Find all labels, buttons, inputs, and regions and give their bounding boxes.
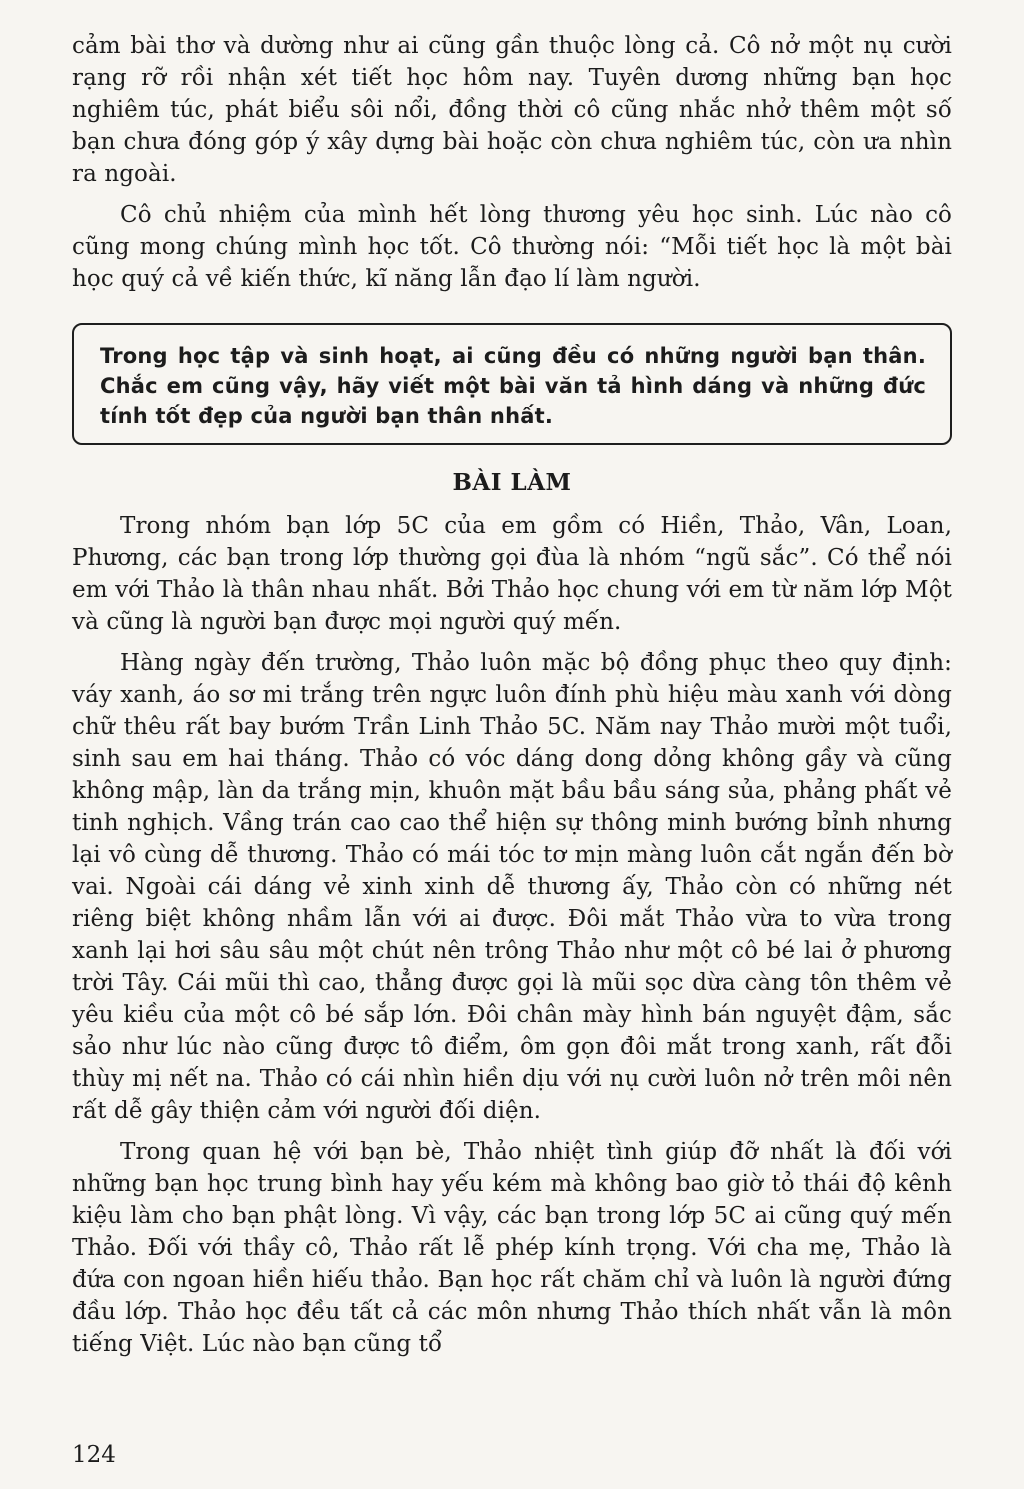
paragraph-teacher: Cô chủ nhiệm của mình hết lòng thương yêu học sinh. Lúc nào cô cũng mong chúng mình học tốt. Cô thường nói: “Mỗi tiết học là một bài học quý cả về kiến thức, kĩ năng lẫn đạo lí làm người. bbox=[72, 202, 952, 292]
page-number: 124 bbox=[72, 1442, 116, 1468]
assignment-box: Trong học tập và sinh hoạt, ai cũng đều có những người bạn thân. Chắc em cũng vậy, hãy viết một bài văn tả hình dáng và những đức tính tốt đẹp của người bạn thân nhất. bbox=[72, 323, 952, 445]
essay-paragraph-appearance: Hàng ngày đến trường, Thảo luôn mặc bộ đồng phục theo quy định: váy xanh, áo sơ mi trắng trên ngực luôn đính phù hiệu màu xanh với dòng chữ thêu rất bay bướm Trần Linh Thảo 5C. Năm nay Thảo mười một tuổi, sinh sau em hai tháng. Thảo có vóc dáng dong dỏng không gầy và cũng không mập, làn da trắng mịn, khuôn mặt bầu bầu sáng sủa, phảng phất vẻ tinh nghịch. Vầng trán cao cao thể hiện sự thông minh bướng bỉnh nhưng lại vô cùng dễ thương. Thảo có mái tóc tơ mịn màng luôn cắt ngắn đến bờ vai. Ngoài cái dáng vẻ xinh xinh dễ thương ấy, Thảo còn có những nét riêng biệt không nhầm lẫn với ai được. Đôi mắt Thảo vừa to vừa trong xanh lại hơi sâu sâu một chút nên trông Thảo như một cô bé lai ở phương trời Tây. Cái mũi thì cao, thẳng được gọi là mũi sọc dừa càng tôn thêm vẻ yêu kiều của một cô bé sắp lớn. Đôi chân mày hình bán nguyệt đậm, sắc sảo như lúc nào cũng được tô điểm, ôm gọn đôi mắt trong xanh, rất đỗi thùy mị nết na. Thảo có cái nhìn hiền dịu với nụ cười luôn nở trên môi nên rất dễ gây thiện cảm với người đối diện. bbox=[72, 650, 952, 1124]
page-content bbox=[72, 30, 952, 1369]
essay-paragraph-intro: Trong nhóm bạn lớp 5C của em gồm có Hiền, Thảo, Vân, Loan, Phương, các bạn trong lớp thường gọi đùa là nhóm “ngũ sắc”. Có thể nói em với Thảo là thân nhau nhất. Bởi Thảo học chung với em từ năm lớp Một và cũng là người bạn được mọi người quý mến. bbox=[72, 513, 952, 635]
essay-paragraph-character: Trong quan hệ với bạn bè, Thảo nhiệt tình giúp đỡ nhất là đối với những bạn học trung bình hay yếu kém mà không bao giờ tỏ thái độ kênh kiệu làm cho bạn phật lòng. Vì vậy, các bạn trong lớp 5C ai cũng quý mến Thảo. Đối với thầy cô, Thảo rất lễ phép kính trọng. Với cha mẹ, Thảo là đứa con ngoan hiền hiếu thảo. Bạn học rất chăm chỉ và luôn là người đứng đầu lớp. Thảo học đều tất cả các môn nhưng Thảo thích nhất vẫn là môn tiếng Việt. Lúc nào bạn cũng tổ bbox=[72, 1139, 952, 1357]
essay-heading: BÀI LÀM bbox=[452, 469, 572, 496]
paragraph-continuation: cảm bài thơ và dường như ai cũng gần thuộc lòng cả. Cô nở một nụ cười rạng rỡ rồi nhận xét tiết học hôm nay. Tuyên dương những bạn học nghiêm túc, phát biểu sôi nổi, đồng thời cô cũng nhắc nhở thêm một số bạn chưa đóng góp ý xây dựng bài hoặc còn chưa nghiêm túc, còn ưa nhìn ra ngoài. bbox=[72, 33, 952, 187]
